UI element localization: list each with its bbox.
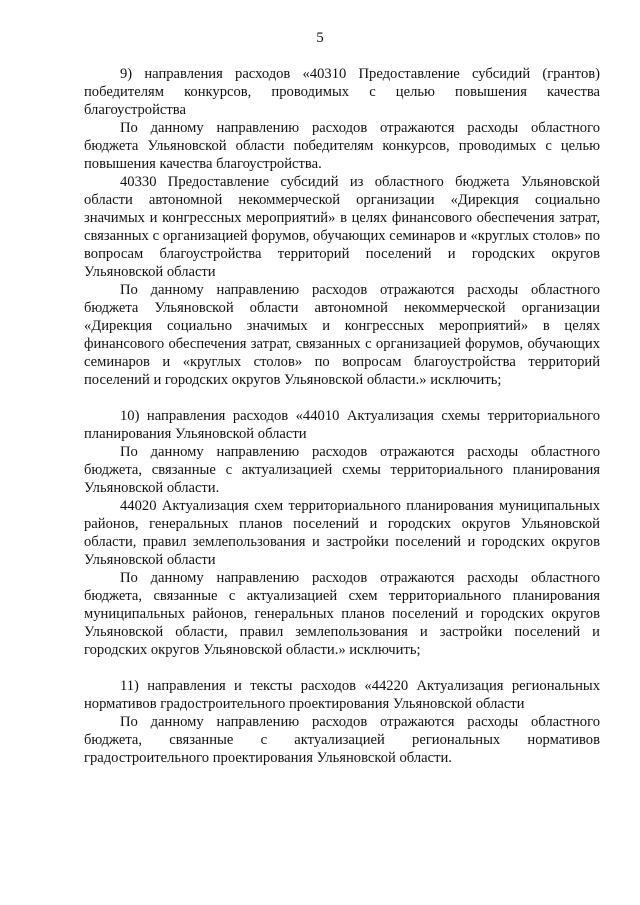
paragraph-gap <box>84 389 600 407</box>
item-11-description: По данному направлению расходов отражаются расходы областного бюджета, связанные с актуализацией региональных нормативов градостроительного проектирования Ульяновской области. <box>84 714 600 766</box>
item-9-heading: 9) направления расходов «40310 Предоставление субсидий (грантов) победителям конкурсов, проводимых с целью повышения качества благоустройства <box>84 66 600 118</box>
code-44020-heading: 44020 Актуализация схем территориального планирования муниципальных районов, генеральных планов поселений и городских округов Ульяновской области, правил землепользования и застройки поселений и городских округов Ульяновской области <box>84 498 600 568</box>
item-10-heading: 10) направления расходов «44010 Актуализация схемы территориального планирования Ульяновской области <box>84 408 600 442</box>
item-10-description: По данному направлению расходов отражаются расходы областного бюджета, связанные с актуализацией схемы территориального планирования Ульяновской области. <box>84 444 600 496</box>
item-9-description: По данному направлению расходов отражаются расходы областного бюджета Ульяновской области победителям конкурсов, проводимых с целью повышения качества благоустройства. <box>84 120 600 172</box>
paragraph-gap <box>84 659 600 677</box>
document-body <box>84 65 600 767</box>
code-44020-description: По данному направлению расходов отражаются расходы областного бюджета, связанные с актуализацией схем территориального планирования муниципальных районов, генеральных планов поселений и городских округов Ульяновской области, правил землепользования и застройки поселений и городских округов Ульяновской области.» исключить; <box>84 570 600 658</box>
code-40330-heading: 40330 Предоставление субсидий из областного бюджета Ульяновской области автономной некоммерческой организации «Дирекция социально значимых и конгрессных мероприятий» в целях финансового обеспечения затрат, связанных с организацией форумов, обучающих семинаров и «круглых столов» по вопросам благоустройства территорий поселений и городских округов Ульяновской области <box>84 174 600 280</box>
page-number: 5 <box>316 30 324 46</box>
code-40330-description: По данному направлению расходов отражаются расходы областного бюджета Ульяновской области автономной некоммерческой организации «Дирекция социально значимых и конгрессных мероприятий» в целях финансового обеспечения затрат, связанных с организацией форумов, обучающих семинаров и «круглых столов» по вопросам благоустройства территорий поселений и городских округов Ульяновской области.» исключить; <box>84 282 600 388</box>
item-11-heading: 11) направления и тексты расходов «44220 Актуализация региональных нормативов градостроительного проектирования Ульяновской области <box>84 678 600 712</box>
